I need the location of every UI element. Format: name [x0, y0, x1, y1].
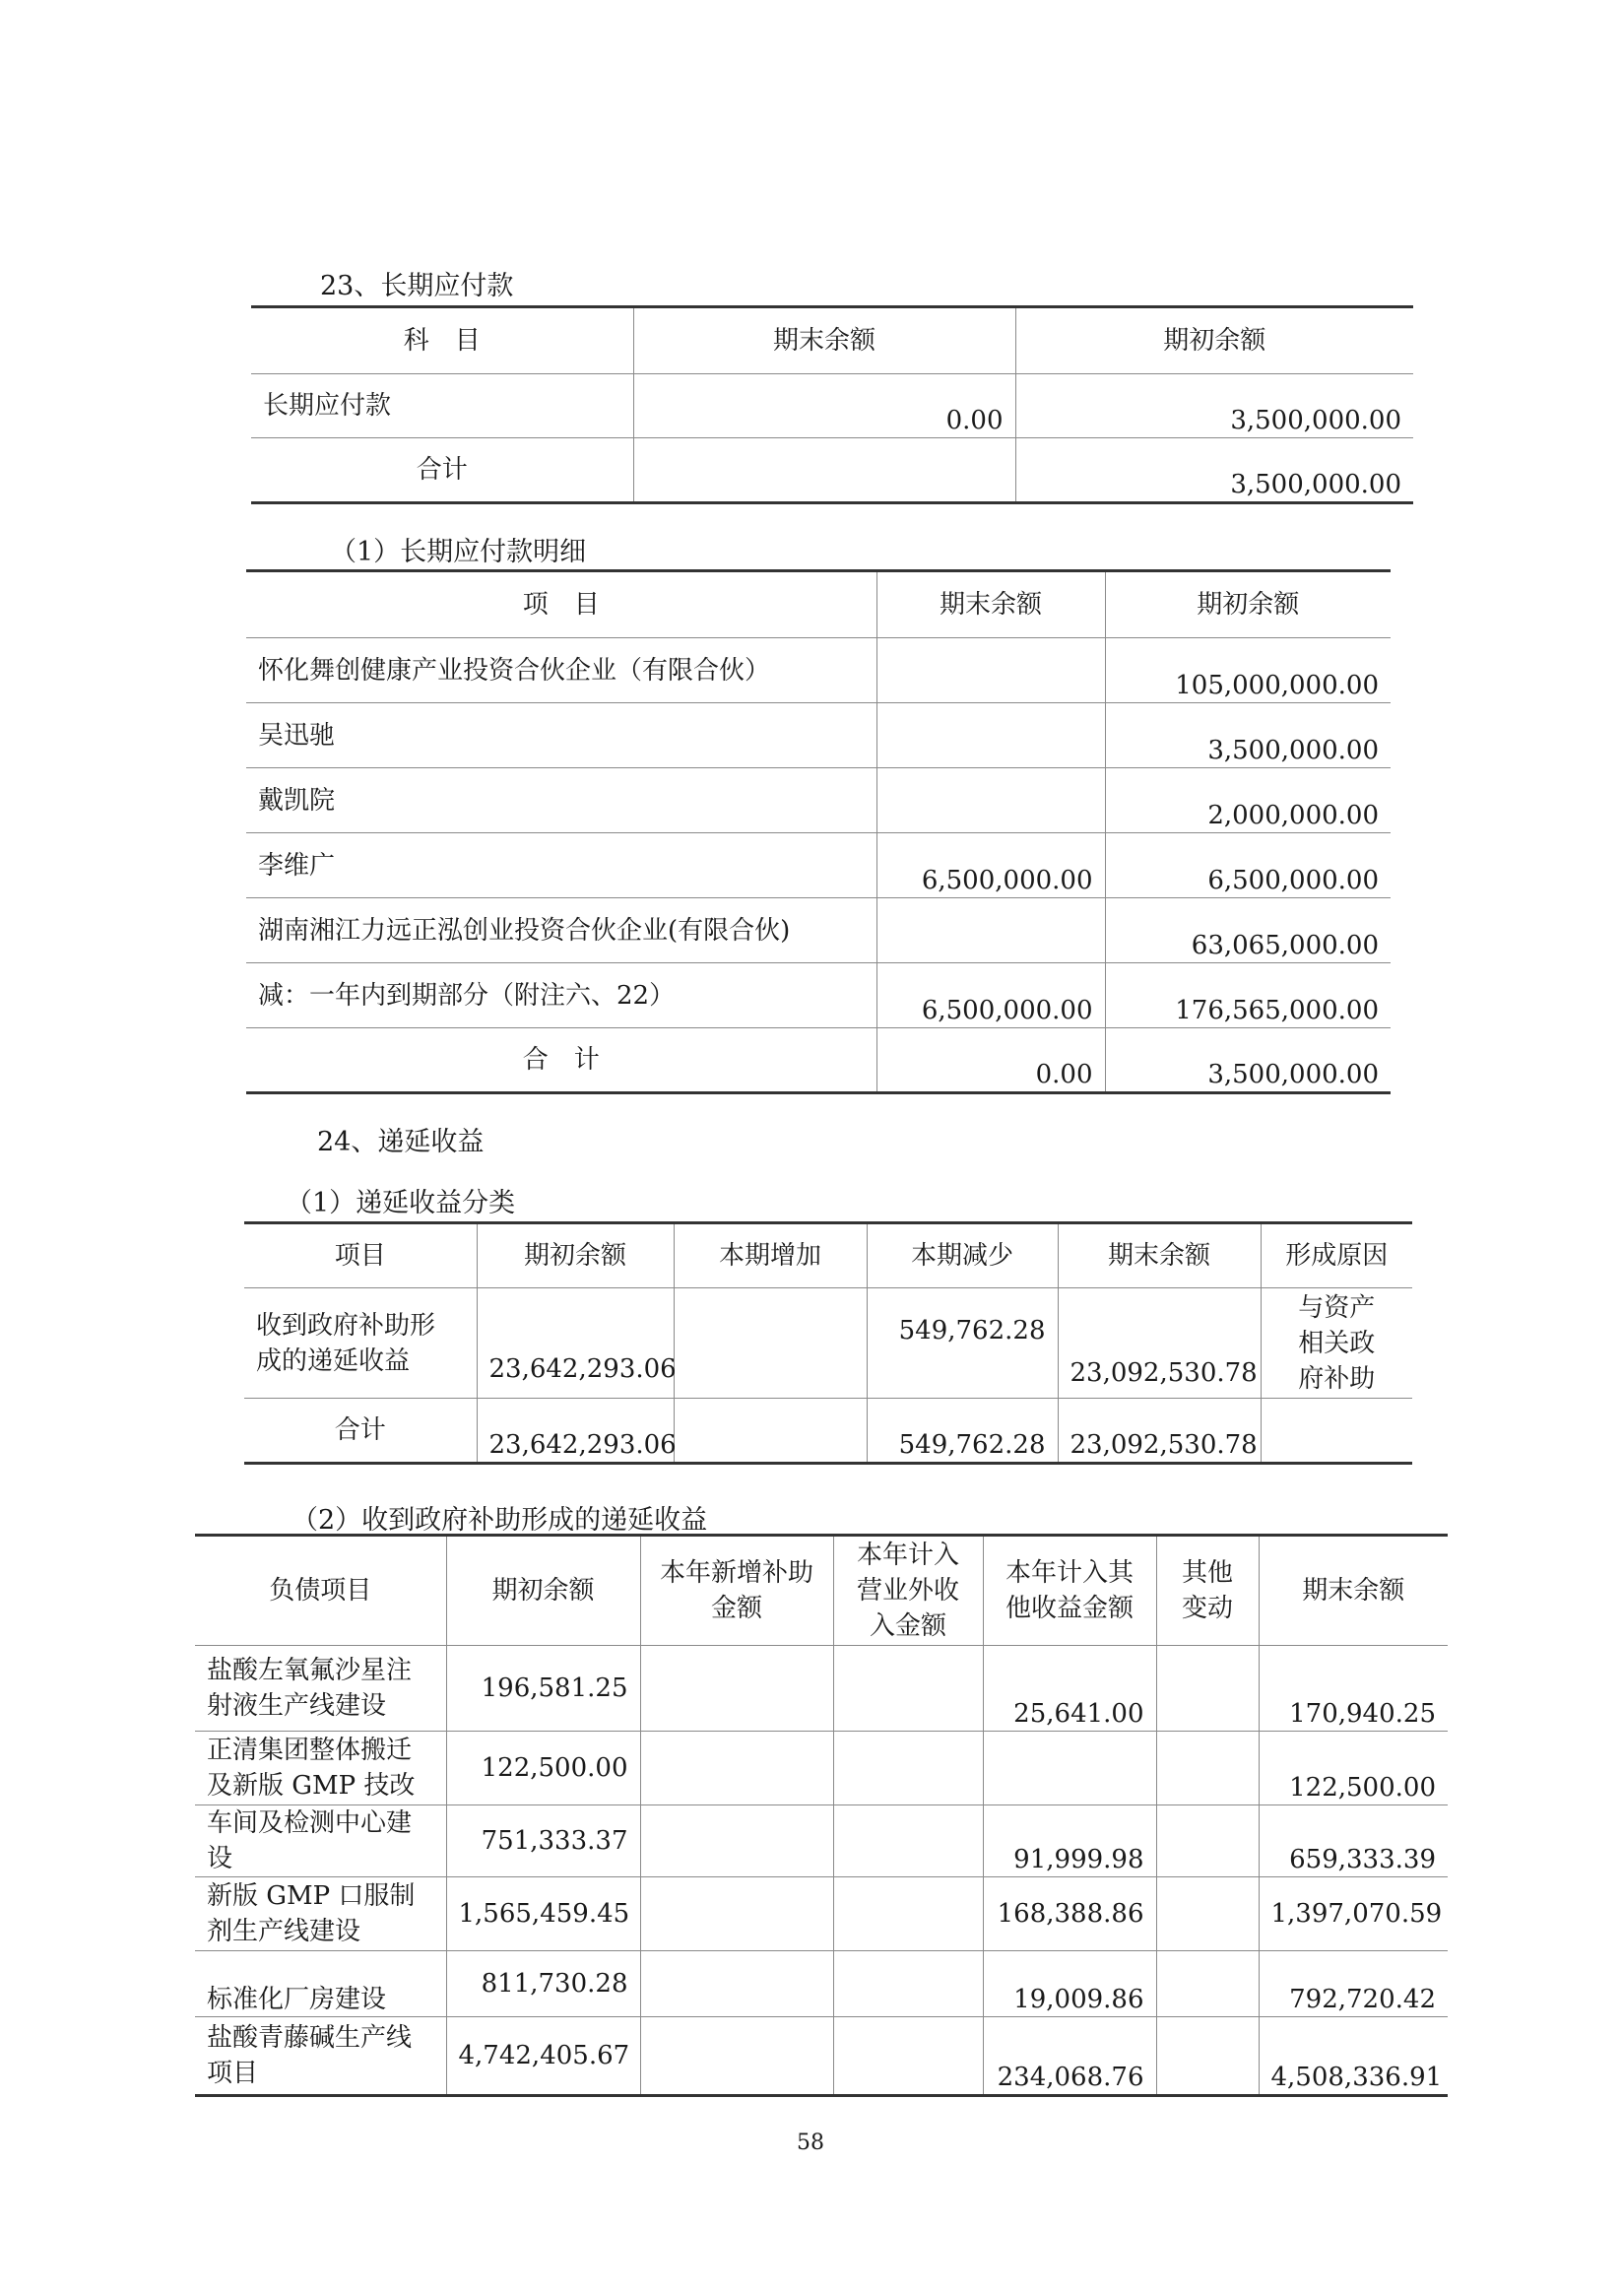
table-cell: 122,500.00: [1259, 1732, 1448, 1805]
header-closing: 期末余额: [1058, 1223, 1261, 1288]
total-cell: 23,642,293.06: [477, 1399, 674, 1464]
total-cell: 23,092,530.78: [1058, 1399, 1261, 1464]
table-cell: 659,333.39: [1259, 1805, 1448, 1877]
deferred-income-category-title: （1）递延收益分类: [286, 1188, 516, 1218]
table-cell: 6,500,000.00: [876, 963, 1105, 1028]
table-cell: [876, 703, 1105, 768]
header-other-changes: 其他 变动: [1156, 1536, 1259, 1646]
section-23-title: 23、长期应付款: [320, 271, 514, 301]
total-cell: [633, 438, 1015, 503]
table-cell: [640, 2017, 833, 2096]
table-cell: [1156, 2017, 1259, 2096]
header-liability-item: 负债项目: [195, 1536, 446, 1646]
table-cell: [833, 1646, 983, 1732]
total-cell: 3,500,000.00: [1105, 1028, 1391, 1093]
header-closing: 期末余额: [876, 571, 1105, 638]
table-cell: [833, 1951, 983, 2017]
header-closing: 期末余额: [1259, 1536, 1448, 1646]
table-cell: [1156, 1732, 1259, 1805]
table-cell: 1,565,459.45: [446, 1877, 640, 1951]
table-cell: [833, 1805, 983, 1877]
table-cell: [833, 1732, 983, 1805]
table-cell: 6,500,000.00: [876, 833, 1105, 898]
header-reason: 形成原因: [1261, 1223, 1412, 1288]
table-cell: 1,397,070.59: [1259, 1877, 1448, 1951]
header-increase: 本期增加: [674, 1223, 867, 1288]
table-cell: 25,641.00: [983, 1646, 1156, 1732]
table-row-label: 戴凯院: [246, 768, 876, 833]
total-cell: 0.00: [876, 1028, 1105, 1093]
detail-title: （1）长期应付款明细: [330, 537, 587, 567]
table-cell: [876, 768, 1105, 833]
header-closing: 期末余额: [633, 307, 1015, 374]
table-cell: 4,508,336.91: [1259, 2017, 1448, 2096]
table-cell: [833, 2017, 983, 2096]
table-row-label: 怀化舞创健康产业投资合伙企业（有限合伙）: [246, 638, 876, 703]
table-cell: [833, 1877, 983, 1951]
table-cell: 234,068.76: [983, 2017, 1156, 2096]
table-cell: 2,000,000.00: [1105, 768, 1391, 833]
table-cell: 19,009.86: [983, 1951, 1156, 2017]
header-opening: 期初余额: [477, 1223, 674, 1288]
total-label: 合 计: [246, 1028, 876, 1093]
table-cell: 105,000,000.00: [1105, 638, 1391, 703]
section-24-title: 24、递延收益: [317, 1127, 485, 1157]
table-row-label: 李维广: [246, 833, 876, 898]
header-opening: 期初余额: [1015, 307, 1413, 374]
table-cell: 3,500,000.00: [1105, 703, 1391, 768]
table-cell: [876, 898, 1105, 963]
header-opening: 期初余额: [446, 1536, 640, 1646]
table-row-label: 盐酸左氧氟沙星注 射液生产线建设: [195, 1646, 446, 1732]
total-cell: 549,762.28: [867, 1399, 1058, 1464]
header-other-income: 本年计入其 他收益金额: [983, 1536, 1156, 1646]
table-cell: 792,720.42: [1259, 1951, 1448, 2017]
header-item: 项目: [244, 1223, 477, 1288]
table-cell: 3,500,000.00: [1015, 374, 1413, 438]
long-term-payables-detail-table: [246, 569, 1391, 1094]
table-cell: [640, 1646, 833, 1732]
table-row-label: 减：一年内到期部分（附注六、22）: [246, 963, 876, 1028]
total-cell: [674, 1399, 867, 1464]
header-opening: 期初余额: [1105, 571, 1391, 638]
header-subject: 科 目: [251, 307, 633, 374]
table-cell: 23,642,293.06: [477, 1288, 674, 1399]
table-cell: 122,500.00: [446, 1732, 640, 1805]
table-cell: 0.00: [633, 374, 1015, 438]
total-label: 合计: [251, 438, 633, 503]
table-cell: [1156, 1951, 1259, 2017]
total-cell: [1261, 1399, 1412, 1464]
table-cell: 196,581.25: [446, 1646, 640, 1732]
table-cell: [983, 1732, 1156, 1805]
header-item: 项 目: [246, 571, 876, 638]
government-grant-deferred-income-table: [195, 1534, 1448, 2097]
table-cell: [640, 1877, 833, 1951]
table-row-label: 长期应付款: [251, 374, 633, 438]
table-row-label: 吴迅驰: [246, 703, 876, 768]
total-cell: 3,500,000.00: [1015, 438, 1413, 503]
table-row-label: 标准化厂房建设: [195, 1951, 446, 2017]
table-row-label: 湖南湘江力远正泓创业投资合伙企业(有限合伙): [246, 898, 876, 963]
table-row-label: 车间及检测中心建 设: [195, 1805, 446, 1877]
table-cell: 549,762.28: [867, 1288, 1058, 1399]
deferred-income-category-table: [244, 1221, 1412, 1465]
table-cell: [1156, 1646, 1259, 1732]
table-row-label: 新版 GMP 口服制 剂生产线建设: [195, 1877, 446, 1951]
table-cell: 751,333.37: [446, 1805, 640, 1877]
table-row-label: 收到政府补助形 成的递延收益: [244, 1288, 477, 1399]
table-cell: 6,500,000.00: [1105, 833, 1391, 898]
table-cell: 176,565,000.00: [1105, 963, 1391, 1028]
formation-reason: 与资产 相关政 府补助: [1261, 1288, 1412, 1399]
table-cell: 170,940.25: [1259, 1646, 1448, 1732]
table-cell: [674, 1288, 867, 1399]
table-cell: 168,388.86: [983, 1877, 1156, 1951]
table-cell: 811,730.28: [446, 1951, 640, 2017]
table-cell: 23,092,530.78: [1058, 1288, 1261, 1399]
table-cell: [640, 1805, 833, 1877]
table-cell: [1156, 1877, 1259, 1951]
header-non-operating: 本年计入 营业外收 入金额: [833, 1536, 983, 1646]
government-grant-title: （2）收到政府补助形成的递延收益: [292, 1505, 708, 1536]
table-row-label: 盐酸青藤碱生产线 项目: [195, 2017, 446, 2096]
table-cell: [640, 1951, 833, 2017]
total-label: 合计: [244, 1399, 477, 1464]
table-cell: 63,065,000.00: [1105, 898, 1391, 963]
table-cell: [1156, 1805, 1259, 1877]
table-row-label: 正清集团整体搬迁 及新版 GMP 技改: [195, 1732, 446, 1805]
table-cell: 91,999.98: [983, 1805, 1156, 1877]
long-term-payables-table: [251, 305, 1413, 504]
table-cell: [640, 1732, 833, 1805]
page-number: 58: [797, 2131, 824, 2155]
header-new-grant: 本年新增补助 金额: [640, 1536, 833, 1646]
header-decrease: 本期减少: [867, 1223, 1058, 1288]
table-cell: [876, 638, 1105, 703]
table-cell: 4,742,405.67: [446, 2017, 640, 2096]
